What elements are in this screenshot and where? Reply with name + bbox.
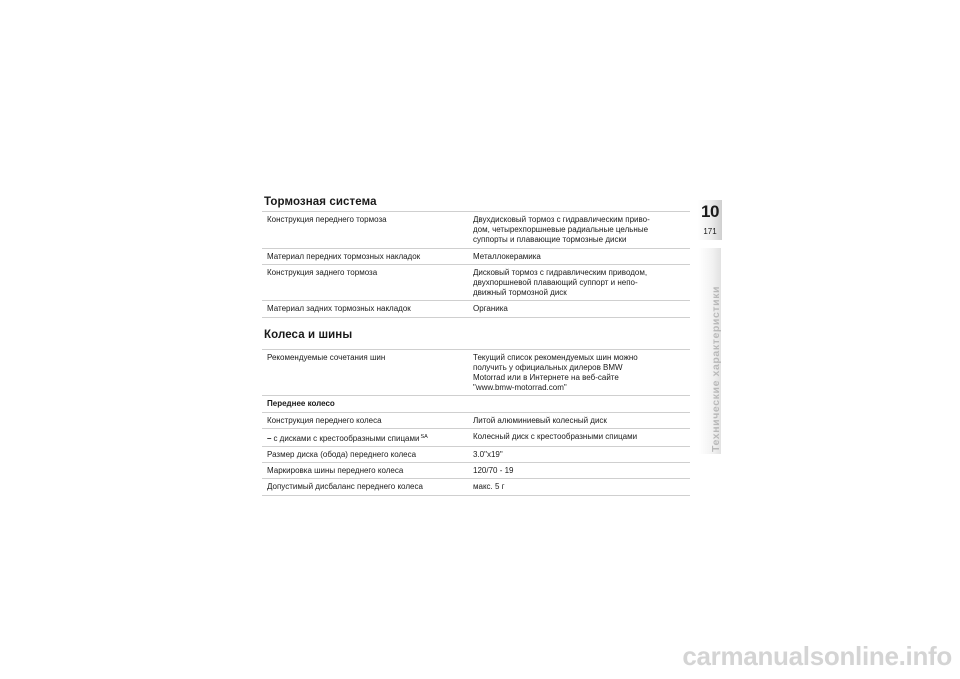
row-value-line: Органика — [473, 304, 508, 314]
subheading-front-wheel: Переднее колесо — [267, 399, 335, 409]
row-value-line: Дисковый тормоз с гидравлическим приводом, — [473, 267, 648, 277]
row-label: Допустимый дисбаланс переднего колеса — [267, 482, 423, 492]
row-value-line: суппорты и плавающие тормозные диски — [473, 235, 627, 245]
table-row — [262, 413, 690, 429]
row-value-line: дом, четырехпоршневые радиальные цельные — [473, 225, 649, 235]
row-value-line: Металлокерамика — [473, 251, 541, 261]
table-row — [262, 463, 690, 479]
row-label: Материал задних тормозных накладок — [267, 304, 411, 314]
row-value — [473, 353, 690, 394]
row-value — [473, 215, 690, 246]
row-value: Колесный диск с крестообразными спицами — [473, 431, 638, 441]
table-row — [262, 211, 690, 249]
row-value: 120/70 - 19 — [473, 466, 514, 476]
row-value-line: Motorrad или в Интернете на веб-сайте — [473, 373, 619, 383]
table-row — [262, 265, 690, 302]
dash-marker: – — [267, 433, 272, 443]
row-value — [473, 304, 690, 314]
brakes-table — [262, 211, 690, 318]
content-area — [262, 196, 690, 496]
table-row — [262, 349, 690, 397]
row-value — [473, 252, 690, 262]
table-row — [262, 479, 690, 495]
row-label — [267, 432, 473, 444]
chapter-title-vertical: Технические характеристики — [710, 285, 722, 452]
table-subheading — [262, 396, 690, 412]
watermark-text: carmanualsonline.info — [682, 641, 952, 671]
row-value-line: получить у официальных дилеров BMW — [473, 362, 623, 372]
chapter-number: 10 — [701, 202, 719, 221]
row-label: Конструкция заднего тормоза — [267, 267, 378, 277]
special-equipment-marker: SA — [420, 433, 428, 440]
row-label: Конструкция переднего колеса — [267, 415, 382, 425]
row-value-line: "www.bmw-motorrad.com" — [473, 383, 567, 393]
page-number: 171 — [703, 227, 717, 236]
table-row — [262, 249, 690, 265]
row-value-line: движный тормозной диск — [473, 288, 567, 298]
table-row — [262, 447, 690, 463]
section-heading-wheels: Колеса и шины — [264, 328, 353, 341]
table-row — [262, 301, 690, 317]
table-row — [262, 429, 690, 447]
row-value — [473, 268, 690, 299]
row-label: Конструкция переднего тормоза — [267, 215, 387, 224]
row-label: Материал передних тормозных накладок — [267, 251, 421, 261]
row-label: Маркировка шины переднего колеса — [267, 466, 404, 476]
row-value: 3.0"x19" — [473, 450, 503, 460]
row-label-text: с дисками с крестообразными спицами — [273, 433, 420, 443]
wheels-table — [262, 349, 690, 496]
row-value-line: Текущий список рекомендуемых шин можно — [473, 352, 638, 362]
section-heading-brakes: Тормозная система — [264, 196, 377, 208]
row-value-line: Двухдисковый тормоз с гидравлическим приво- — [473, 215, 650, 224]
row-value: макс. 5 г — [473, 482, 505, 492]
row-value: Литой алюминиевый колесный диск — [473, 415, 607, 425]
row-label: Рекомендуемые сочетания шин — [267, 352, 386, 362]
row-label: Размер диска (обода) переднего колеса — [267, 450, 417, 460]
row-value-line: двухпоршневой плавающий суппорт и непо- — [473, 278, 638, 288]
